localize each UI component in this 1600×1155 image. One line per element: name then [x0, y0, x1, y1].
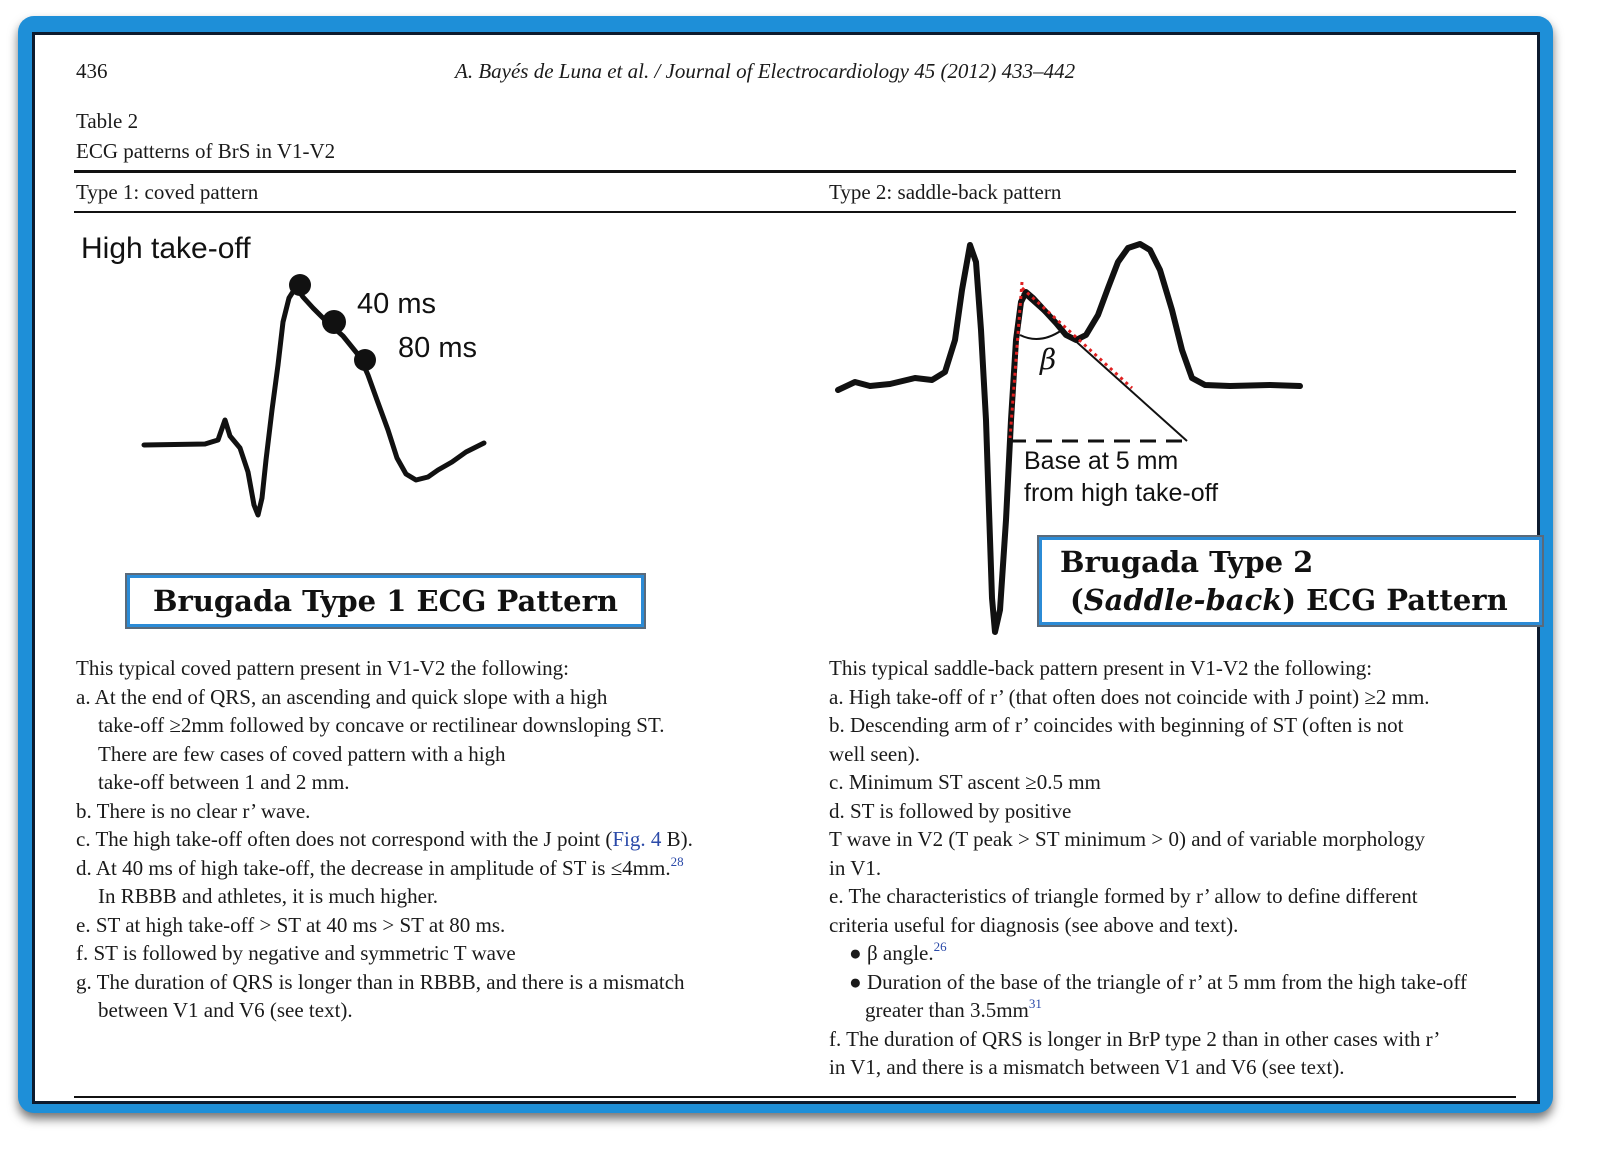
col1-header: Type 1: coved pattern — [76, 180, 259, 204]
ref-26[interactable]: 26 — [933, 939, 947, 954]
type2-banner-line2: (Saddle-back) ECG Pattern — [1070, 583, 1508, 617]
type1-banner-text: Brugada Type 1 ECG Pattern — [153, 584, 618, 618]
table-label: Table 2 — [76, 109, 139, 133]
ref-28[interactable]: 28 — [670, 853, 684, 869]
fig4-link[interactable]: Fig. 4 — [612, 827, 662, 851]
bullet-base: ● Duration of the base of the triangle of r’ at 5 mm from the high take-off — [849, 969, 1467, 994]
base-label-line2: from high take-off — [1024, 479, 1219, 507]
ref-31[interactable]: 31 — [1028, 996, 1042, 1011]
label-40ms: 40 ms — [357, 288, 436, 320]
table-caption: ECG patterns of BrS in V1-V2 — [76, 139, 336, 163]
running-title: A. Bayés de Luna et al. / Journal of Electrocardiology 45 (2012) 433–442 — [455, 59, 1076, 83]
bullet-icon: ● — [849, 969, 867, 994]
type2-banner-line1: Brugada Type 2 — [1060, 545, 1314, 579]
type2-banner — [1039, 537, 1542, 625]
label-80ms: 80 ms — [398, 332, 477, 364]
table-bottom-rule — [74, 1096, 1516, 1098]
type2-criteria: This typical saddle-back pattern present in V1-V2 the following: a. High take-off of r’ (that often does not coincide with J point) ≥2 mm. b. Descending arm of r’ coincides with beginning of ST (often is not well seen). c. Minimum ST ascent ≥0.5 mm d. ST is followed by positive T wave in V2 (T peak > ST minimum > 0) and of variable morphology in V1. e. The characteristics of triangle formed by r’ allow to define different criteria useful for diagnosis (see above and text). ● β angle.$^{26}$ ● Duration of the base of the triangle of r’ at 5 mm from the high take-off greater than $3.5mm^{31}$ f. The duration of QRS is longer in BrP type 2 than in other cases with r’ in V1, and there is a mismatch between V1 and V6 (see text). — [829, 656, 1467, 1079]
bullet-icon: ● — [849, 941, 867, 965]
bullet-beta: ● β angle.$^{26}$ — [849, 939, 947, 965]
base-label-line1: Base at 5 mm — [1024, 447, 1179, 475]
beta-symbol: β — [1040, 343, 1057, 376]
beta-arc — [1020, 330, 1062, 339]
col2-header: Type 2: saddle-back pattern — [829, 180, 1062, 204]
page-number: 436 — [76, 59, 108, 83]
type1-criteria: This typical coved pattern present in V1-V2 the following: a. At the end of QRS, an ascending and quick slope with a high take-off ≥2mm followed by concave or rectilinear downsloping ST. There are few cases of coved pattern with a high take-off between 1 and 2 mm. b. There is no clear r’ wave. c. The high take-off often does not correspond with the J point (Fig. 4 B). d. At 40 ms of high take-off, the decrease in amplitude of ST is ≤4mm.$^{28}$ In RBBB and athletes, it is much higher. e. ST at high take-off > ST at 40 ms > ST at 80 ms. f. ST is followed by negative and symmetric T wave g. The duration of QRS is longer than in RBBB, and there is a mismatch between V1 and V6 (see text). — [76, 656, 693, 1022]
high-takeoff-label: High take-off — [81, 232, 251, 265]
